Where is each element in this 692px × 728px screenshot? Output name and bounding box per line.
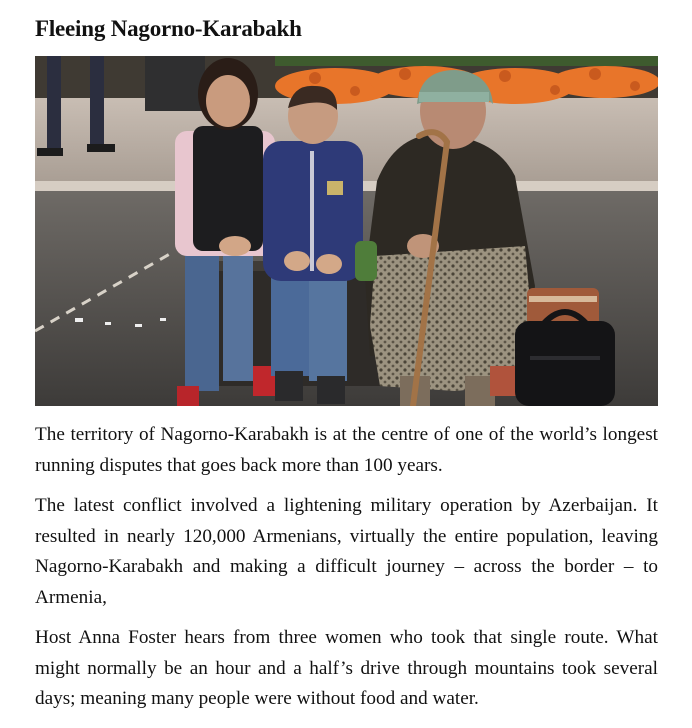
paragraph-3: Host Anna Foster hears from three women who took that single route. What might normally be an hour and a half’s drive through mountains took several days; meaning many people were without food and water.	[35, 627, 658, 709]
article-title: Fleeing Nagorno-Karabakh	[35, 16, 302, 41]
article-photo	[35, 56, 658, 406]
article	[35, 0, 658, 715]
article-body	[35, 420, 658, 715]
paragraph-2: The latest conflict involved a lightening military operation by Azerbaijan. It resulted in nearly 120,000 Armenians, virtually the entire population, leaving Nagorno-Karabakh and making a difficult journey – across the border – to Armenia,	[35, 495, 658, 608]
paragraph-1: The territory of Nagorno-Karabakh is at the centre of one of the world’s longest running disputes that goes back more than 100 years.	[35, 424, 658, 476]
